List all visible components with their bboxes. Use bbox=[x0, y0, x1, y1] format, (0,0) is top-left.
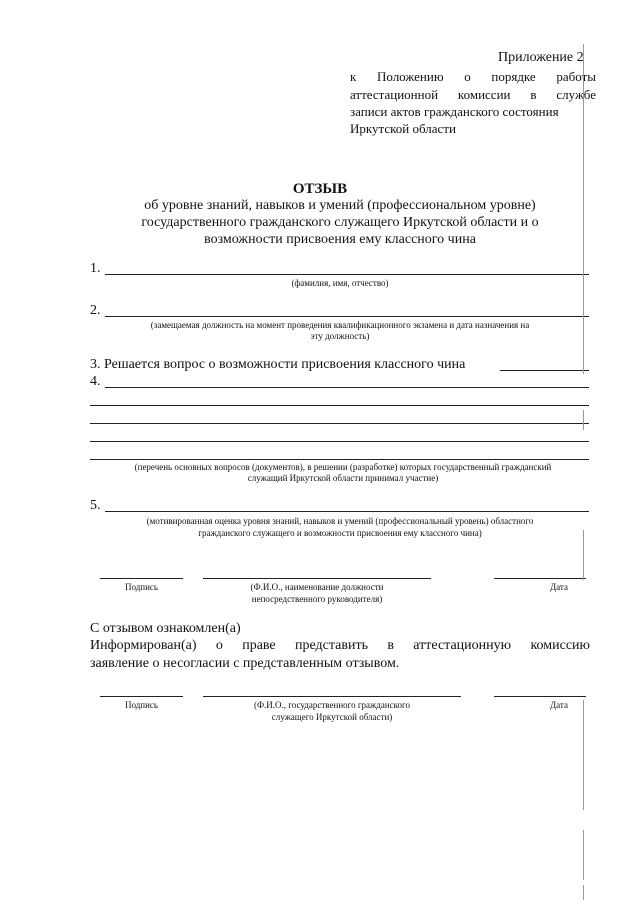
employee-signature-line[interactable] bbox=[100, 696, 183, 697]
manager-date-line[interactable] bbox=[494, 578, 586, 579]
employee-date-line[interactable] bbox=[494, 696, 586, 697]
title-subline-1: об уровне знаний, навыков и умений (профессиональном уровне) bbox=[144, 198, 536, 213]
employee-signature-label: Подпись bbox=[124, 700, 159, 710]
scan-edge-mark bbox=[583, 885, 584, 900]
appendix-line-2: к Положению о порядке работы bbox=[350, 69, 596, 84]
acknowledgement-line-1: С отзывом ознакомлен(а) bbox=[90, 621, 241, 636]
employee-name-label-2: служащего Иркутской области) bbox=[271, 712, 393, 722]
field-5-line[interactable] bbox=[105, 511, 589, 512]
field-5-caption-1: (мотивированная оценка уровня знаний, навыков и умений (профессиональный уровень) областного bbox=[146, 516, 534, 526]
scan-edge-mark bbox=[583, 410, 584, 430]
manager-name-line[interactable] bbox=[203, 578, 431, 579]
field-4-caption-1: (перечень основных вопросов (документов), в решении (разработке) которых государственный гражданский bbox=[134, 462, 552, 472]
field-4-line-2[interactable] bbox=[90, 405, 589, 406]
field-4-line-4[interactable] bbox=[90, 441, 589, 442]
acknowledgement-line-3: заявление о несогласии с представленным отзывом. bbox=[90, 656, 400, 671]
field-4-caption-2: служащий Иркутской области принимал участие) bbox=[247, 473, 439, 483]
manager-signature-label: Подпись bbox=[124, 582, 159, 592]
field-2-number: 2. bbox=[90, 303, 101, 318]
field-5-caption-2: гражданского служащего и возможности присвоения ему классного чина) bbox=[198, 528, 482, 538]
title-subline-3: возможности присвоения ему классного чина bbox=[204, 232, 476, 247]
employee-date-label: Дата bbox=[550, 700, 568, 710]
field-4-line-1[interactable] bbox=[105, 387, 589, 388]
field-3-line[interactable] bbox=[500, 370, 589, 371]
field-1-caption: (фамилия, имя, отчество) bbox=[291, 278, 389, 288]
field-3-label: 3. Решается вопрос о возможности присвоения классного чина bbox=[90, 357, 466, 372]
appendix-line-3: аттестационной комиссии в службе bbox=[350, 87, 596, 102]
scan-edge-mark bbox=[583, 530, 584, 580]
field-2-caption-1: (замещаемая должность на момент проведения квалификационного экзамена и дата назначения на bbox=[150, 320, 530, 330]
manager-name-label-1: (Ф.И.О., наименование должности bbox=[250, 582, 384, 592]
appendix-line-4: записи актов гражданского состояния bbox=[350, 104, 559, 119]
manager-signature-line[interactable] bbox=[100, 578, 183, 579]
scan-edge-mark bbox=[583, 700, 584, 810]
field-2-caption-2: эту должность) bbox=[310, 331, 370, 341]
scan-edge-mark bbox=[583, 830, 584, 880]
document-title: ОТЗЫВ bbox=[292, 181, 348, 197]
employee-name-line[interactable] bbox=[203, 696, 461, 697]
field-1-line[interactable] bbox=[105, 274, 589, 275]
manager-date-label: Дата bbox=[550, 582, 568, 592]
employee-name-label-1: (Ф.И.О., государственного гражданского bbox=[253, 700, 411, 710]
field-5-number: 5. bbox=[90, 498, 101, 513]
field-1-number: 1. bbox=[90, 261, 101, 276]
title-subline-2: государственного гражданского служащего Иркутской области и о bbox=[141, 215, 539, 230]
scan-edge-mark bbox=[583, 44, 584, 374]
manager-name-label-2: непосредственного руководителя) bbox=[251, 594, 383, 604]
field-4-number: 4. bbox=[90, 374, 101, 389]
appendix-line-5: Иркутской области bbox=[350, 121, 456, 136]
acknowledgement-line-2: Информирован(а) о праве представить в аттестационную комиссию bbox=[90, 638, 590, 653]
appendix-line-1: Приложение 2 bbox=[498, 50, 584, 65]
field-4-line-5[interactable] bbox=[90, 459, 589, 460]
field-2-line[interactable] bbox=[105, 316, 589, 317]
field-4-line-3[interactable] bbox=[90, 423, 589, 424]
